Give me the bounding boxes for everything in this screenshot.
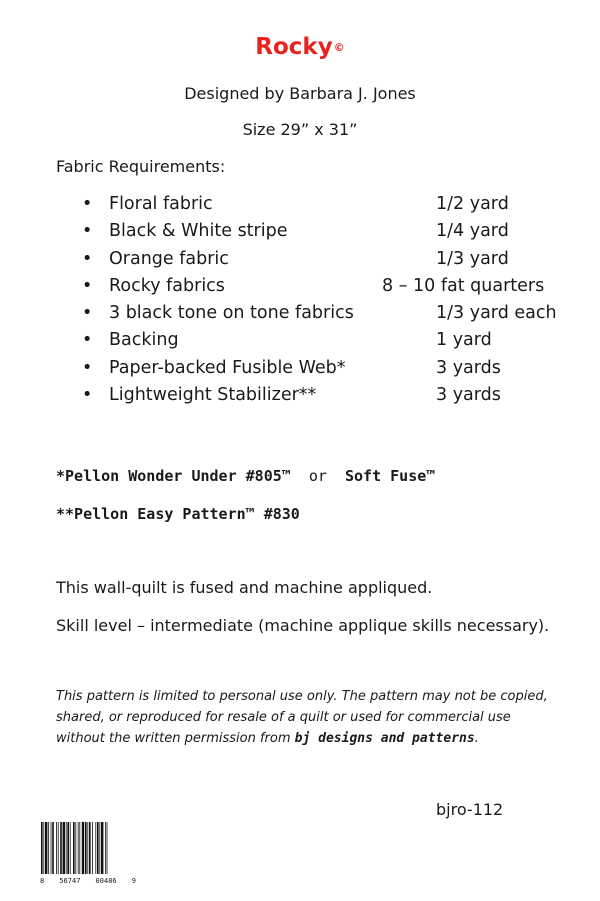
fabric-amount: 8 – 10 fat quarters	[382, 275, 545, 296]
fabric-name: Backing	[109, 330, 179, 351]
bullet-icon: •	[82, 303, 93, 324]
stabilizer-note-text: **Pellon Easy Pattern™ #830	[56, 505, 300, 523]
title-text: Rocky	[255, 34, 333, 60]
skill-level: Skill level – intermediate (machine applique skills necessary).	[56, 616, 550, 635]
fabric-amount-cell	[360, 330, 554, 350]
fabric-name: Black & White stripe	[109, 221, 288, 242]
barcode-digit-group: 56747	[59, 877, 81, 885]
barcode-digits	[40, 877, 136, 885]
fabric-amount-cell	[360, 249, 554, 269]
pattern-code: bjro-112	[436, 800, 504, 819]
bullet-icon: •	[82, 221, 93, 242]
bullet-icon: •	[82, 357, 93, 378]
fusible-note-or: or	[308, 467, 327, 485]
fabric-amount: 1/3 yard	[436, 248, 509, 269]
fabric-requirement-item	[0, 303, 600, 330]
bullet-icon: •	[82, 194, 93, 214]
fabric-name: Orange fabric	[109, 248, 229, 269]
fabric-amount-cell	[360, 221, 554, 241]
barcode-icon	[40, 822, 136, 874]
quilt-size: Size 29” x 31”	[242, 120, 358, 139]
fabric-amount-cell	[360, 194, 554, 214]
fabric-amount-cell	[360, 358, 554, 378]
designer-credit: Designed by Barbara J. Jones	[184, 84, 416, 103]
fusible-note-alt: Soft Fuse™	[345, 467, 436, 485]
fabric-name: Lightweight Stabilizer**	[109, 385, 317, 406]
usage-disclaimer	[56, 686, 556, 749]
fabric-requirement-item	[0, 330, 600, 357]
barcode-digit-group: 8	[40, 877, 45, 885]
fabric-requirement-item	[0, 194, 600, 221]
barcode-digit-group: 9	[131, 877, 136, 885]
pattern-title	[0, 34, 600, 60]
fabric-amount-cell	[360, 276, 554, 296]
fabric-requirements-heading: Fabric Requirements:	[56, 157, 226, 176]
disclaimer-end: .	[474, 731, 479, 746]
disclaimer-text: This pattern is limited to personal use only. The pattern may not be copied, shared, or reproduced for resale of a quilt or used for commercial use without the written permission from	[56, 689, 548, 746]
fabric-amount: 1/2 yard	[436, 194, 509, 214]
fabric-requirements-list	[0, 194, 600, 412]
bullet-icon: •	[82, 275, 93, 296]
fabric-name: Rocky fabrics	[109, 275, 225, 296]
fusible-note	[56, 467, 435, 485]
bullet-icon: •	[82, 330, 93, 351]
fabric-requirement-item	[0, 221, 600, 248]
fabric-amount-cell	[360, 385, 554, 405]
bullet-icon: •	[82, 248, 93, 269]
stabilizer-note	[56, 505, 300, 523]
construction-description: This wall-quilt is fused and machine appliqued.	[56, 578, 433, 597]
fabric-requirement-item	[0, 276, 600, 303]
fabric-requirement-item	[0, 249, 600, 276]
fabric-name: Paper-backed Fusible Web*	[109, 357, 346, 378]
fusible-note-primary: *Pellon Wonder Under #805™	[56, 467, 291, 485]
fabric-requirement-item	[0, 385, 600, 412]
copyright-icon: ©	[333, 41, 345, 54]
barcode-digit-group: 00486	[95, 877, 117, 885]
fabric-requirement-item	[0, 358, 600, 385]
fabric-name: 3 black tone on tone fabrics	[109, 303, 354, 324]
fabric-amount: 1 yard	[436, 330, 492, 351]
fabric-amount: 3 yards	[436, 357, 501, 378]
fabric-amount: 1/3 yard each	[436, 303, 557, 324]
disclaimer-brand: bj designs and patterns	[294, 731, 475, 746]
fabric-amount: 3 yards	[436, 385, 501, 406]
fabric-amount: 1/4 yard	[436, 221, 509, 242]
fabric-amount-cell	[360, 303, 557, 324]
fabric-name: Floral fabric	[109, 194, 213, 214]
bullet-icon: •	[82, 385, 93, 406]
